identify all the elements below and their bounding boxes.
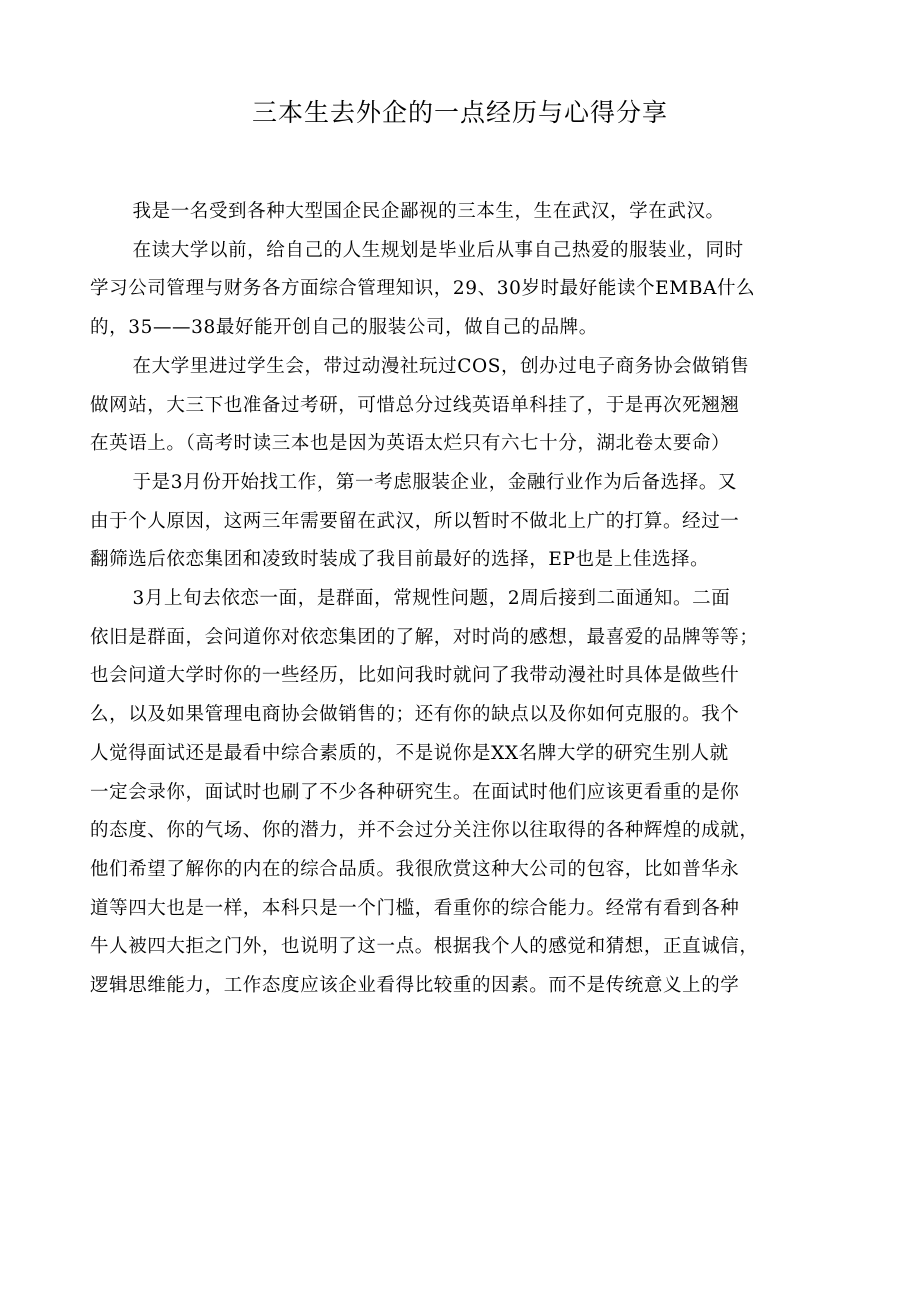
text-line: 我是一名受到各种大型国企民企鄙视的三本生，生在武汉，学在武汉。 [132, 201, 725, 222]
text-line: 翻筛选后依恋集团和凌致时装成了我目前最好的选择，EP也是上佳选择。 [90, 549, 710, 571]
paragraph [90, 232, 835, 348]
text-line: 他们希望了解你的内在的综合品质。我很欣赏这种大公司的包容，比如普华永 [90, 858, 740, 880]
text-line: 人觉得面试还是最看中综合素质的，不是说你是XX名牌大学的研究生别人就 [90, 742, 729, 764]
text-line: 学习公司管理与财务各方面综合管理知识，29、30岁时最好能读个EMBA什么 [90, 278, 756, 300]
text-line: 3月上旬去依恋一面，是群面，常规性问题，2周后接到二面通知。二面 [132, 588, 731, 610]
text-line: 由于个人原因，这两三年需要留在武汉，所以暂时不做北上广的打算。经过一 [90, 510, 740, 532]
document-body [90, 193, 835, 1006]
text-line: 在大学里进过学生会，带过动漫社玩过COS，创办过电子商务协会做销售 [132, 355, 750, 377]
text-line: 依旧是群面，会问道你对依恋集团的了解，对时尚的感想，最喜爱的品牌等等； [90, 626, 759, 648]
document-title: 三本生去外企的一点经历与心得分享 [251, 98, 668, 127]
text-line: 么，以及如果管理电商协会做销售的；还有你的缺点以及你如何克服的。我个 [90, 704, 740, 726]
paragraph [90, 193, 835, 232]
text-line: 牛人被四大拒之门外，也说明了这一点。根据我个人的感觉和猜想，正直诚信， [90, 936, 759, 958]
paragraph [90, 580, 835, 1006]
paragraph [90, 464, 835, 580]
text-line: 道等四大也是一样，本科只是一个门槛，看重你的综合能力。经常有看到各种 [90, 897, 740, 919]
text-line: 做网站，大三下也准备过考研，可惜总分过线英语单科挂了，于是再次死翘翘 [90, 394, 740, 416]
text-line: 一定会录你，面试时也刷了不少各种研究生。在面试时他们应该更看重的是你 [90, 781, 740, 803]
text-line: 也会问道大学时你的一些经历，比如问我时就问了我带动漫社时具体是做些什 [90, 665, 740, 687]
text-line: 的态度、你的气场、你的潜力，并不会过分关注你以往取得的各种辉煌的成就， [90, 820, 759, 842]
text-line: 逻辑思维能力，工作态度应该企业看得比较重的因素。而不是传统意义上的学 [90, 975, 740, 997]
paragraph [90, 348, 835, 464]
text-line: 于是3月份开始找工作，第一考虑服装企业，金融行业作为后备选择。又 [132, 471, 738, 493]
text-line: 在英语上。（高考时读三本也是因为英语太烂只有六七十分，湖北卷太要命） [90, 433, 731, 455]
text-line: 的，35——38最好能开创自己的服装公司，做自己的品牌。 [90, 317, 598, 339]
text-line: 在读大学以前，给自己的人生规划是毕业后从事自己热爱的服装业，同时 [132, 239, 744, 261]
